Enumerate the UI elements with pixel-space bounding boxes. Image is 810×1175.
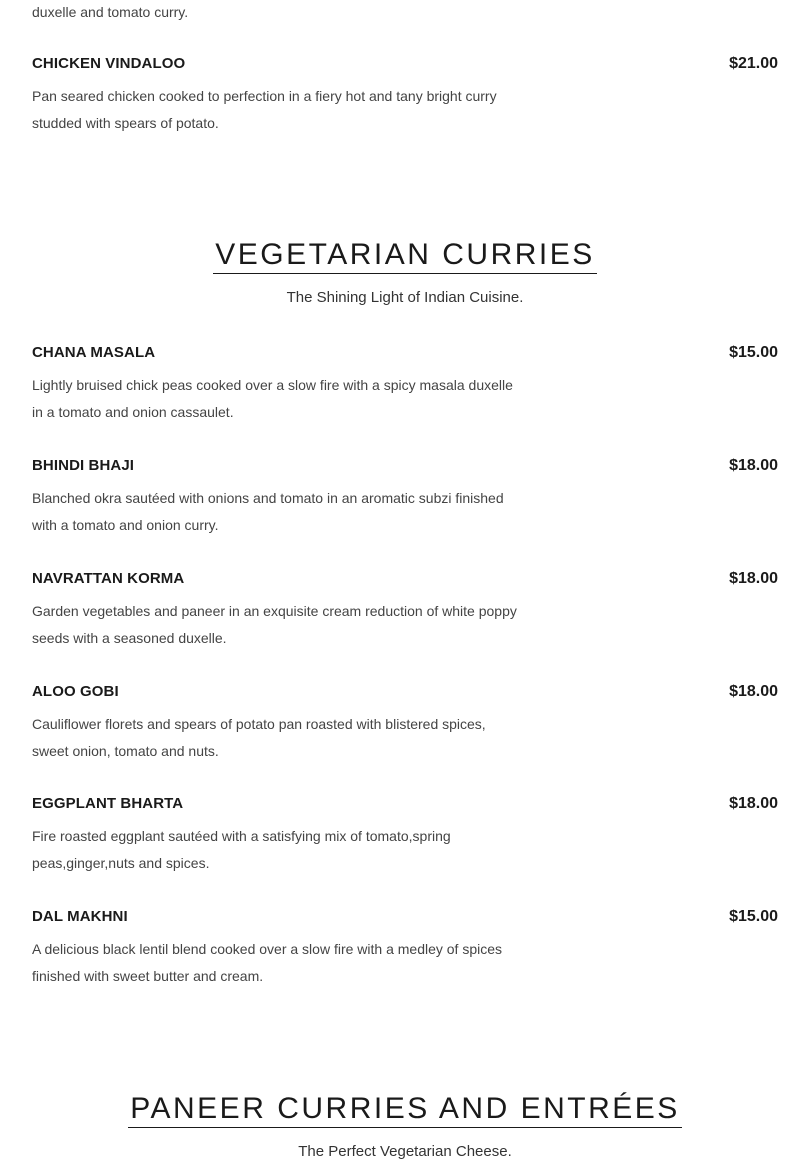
section-subtitle: The Shining Light of Indian Cuisine. xyxy=(286,289,524,306)
item-description: Blanched okra sautéed with onions and tomato in an aromatic subzi finished with a tomato and onion curry. xyxy=(32,490,504,533)
item-description: Cauliflower florets and spears of potato pan roasted with blistered spices, sweet onion, tomato and nuts. xyxy=(32,716,486,759)
section-title xyxy=(0,1091,810,1128)
section-title-text: VEGETARIAN CURRIES xyxy=(213,237,597,274)
item-name: CHICKEN VINDALOO xyxy=(32,55,186,72)
section-title-text: PANEER CURRIES AND ENTRÉES xyxy=(128,1091,682,1128)
item-price: $18.00 xyxy=(729,570,778,587)
item-name: EGGPLANT BHARTA xyxy=(32,795,184,812)
item-price: $18.00 xyxy=(729,457,778,474)
item-name: BHINDI BHAJI xyxy=(32,457,135,474)
item-name: CHANA MASALA xyxy=(32,344,156,361)
item-name: DAL MAKHNI xyxy=(32,908,128,925)
item-name: NAVRATTAN KORMA xyxy=(32,570,185,587)
item-description: Pan seared chicken cooked to perfection in a fiery hot and tany bright curry studded with spears of potato. xyxy=(32,88,497,131)
item-description: Lightly bruised chick peas cooked over a slow fire with a spicy masala duxelle in a tomato and onion cassaulet. xyxy=(32,377,513,420)
item-description: Fire roasted eggplant sautéed with a satisfying mix of tomato,spring peas,ginger,nuts and spices. xyxy=(32,828,451,871)
item-name: ALOO GOBI xyxy=(32,683,119,700)
item-description: A delicious black lentil blend cooked over a slow fire with a medley of spices finished with sweet butter and cream. xyxy=(32,941,503,984)
item-description: Garden vegetables and paneer in an exquisite cream reduction of white poppy seeds with a seasoned duxelle. xyxy=(32,603,517,646)
section-subtitle: The Perfect Vegetarian Cheese. xyxy=(298,1143,512,1160)
section-title xyxy=(0,237,810,274)
item-description-fragment: duxelle and tomato curry. xyxy=(32,4,189,20)
item-price: $18.00 xyxy=(729,683,778,700)
item-price: $15.00 xyxy=(729,908,778,925)
item-price: $15.00 xyxy=(729,344,778,361)
item-price: $18.00 xyxy=(729,795,778,812)
item-price: $21.00 xyxy=(729,55,778,72)
